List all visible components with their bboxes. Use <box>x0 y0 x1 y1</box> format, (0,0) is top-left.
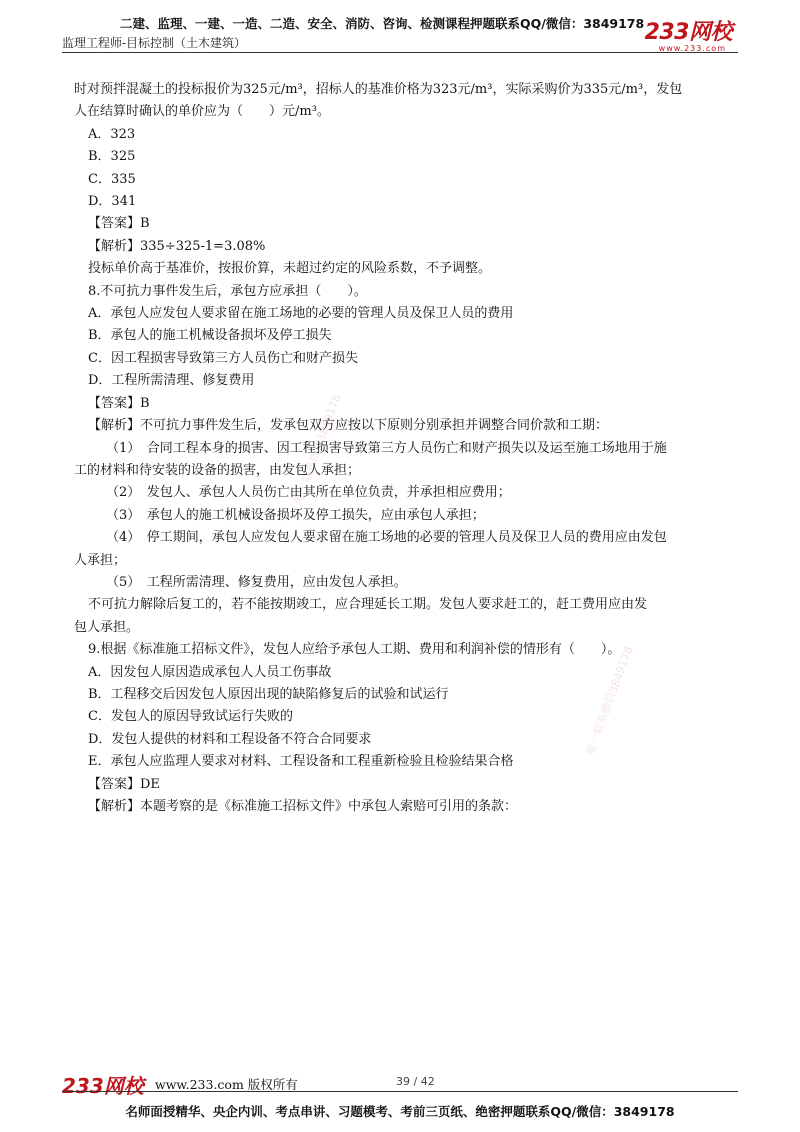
question-stem: 8.不可抗力事件发生后，承包方应承担（ ）。 <box>88 283 367 299</box>
question-stem: 9.根据《标准施工招标文件》，发包人应给予承包人工期、费用和利润补偿的情形有（ ）。 <box>88 642 621 658</box>
watermark: 唯一联系微信3849178 <box>291 392 344 506</box>
question-stem-line: 时对预拌混凝土的投标报价为325元/m³，招标人的基准价格为323元/m³，实际采购价为335元/m³，发包 <box>74 82 683 97</box>
analysis: 【解析】本题考察的是《标准施工招标文件》中承包人索赔可引用的条款： <box>88 799 518 814</box>
analysis-item: （5） 工程所需清理、修复费用，应由发包人承担。 <box>106 574 407 590</box>
analysis: 【解析】不可抗力事件发生后，发承包双方应按以下原则分别承担并调整合同价款和工期： <box>88 418 609 434</box>
analysis-item: （1） 合同工程本身的损害、因工程损害导致第三方人员伤亡和财产损失以及运至施工场地用于施 <box>106 440 667 456</box>
document-subtitle: 监理工程师-目标控制（土木建筑） <box>62 36 247 50</box>
option: B．325 <box>88 149 136 165</box>
footer-divider <box>62 1091 738 1092</box>
option: B．承包人的施工机械设备损坏及停工损失 <box>88 328 332 344</box>
brand-logo: 233网校 <box>644 20 732 45</box>
answer: 【答案】B <box>88 216 150 232</box>
brand-logo-url: www.233.com <box>658 44 726 53</box>
option: D．341 <box>88 194 137 210</box>
question-stem-line: 人在结算时确认的单价应为（ ）元/m³。 <box>74 104 330 120</box>
footer-site-text: www.233.com 版权所有 <box>155 1077 298 1092</box>
footer-brand-logo: 233网校 <box>62 1074 144 1098</box>
analysis-note: 投标单价高于基准价，按报价算，未超过约定的风险系数，不予调整。 <box>88 261 492 277</box>
header-promo-line: 二建、监理、一建、一造、二造、安全、消防、咨询、检测课程押题联系QQ/微信：3849178 <box>120 16 645 31</box>
analysis-item: （3） 承包人的施工机械设备损坏及停工损失，应由承包人承担； <box>106 507 485 523</box>
header-divider <box>62 52 738 53</box>
option: B．工程移交后因发包人原因出现的缺陷修复后的试验和试运行 <box>88 686 449 702</box>
option: D．工程所需清理、修复费用 <box>88 373 255 389</box>
answer: 【答案】DE <box>88 776 160 792</box>
analysis-note-continued: 包人承担。 <box>74 619 140 635</box>
analysis-item: （4） 停工期间，承包人应发包人要求留在施工场地的必要的管理人员及保卫人员的费用应由发包 <box>106 530 667 546</box>
analysis-item-continued: 工的材料和待安装的设备的损害，由发包人承担； <box>74 462 361 478</box>
option: A．承包人应发包人要求留在施工场地的必要的管理人员及保卫人员的费用 <box>88 306 514 322</box>
option: C．335 <box>88 171 136 187</box>
footer-promo-line: 名师面授精华、央企内训、考点串讲、习题模考、考前三页纸、绝密押题联系QQ/微信：3849178 <box>125 1104 675 1119</box>
option: C．发包人的原因导致试运行失败的 <box>88 709 293 725</box>
option: A．因发包人原因造成承包人人员工伤事故 <box>88 664 332 680</box>
analysis: 【解析】335÷325-1=3.08% <box>88 238 266 254</box>
document-body <box>74 79 728 818</box>
answer: 【答案】B <box>88 395 150 411</box>
analysis-item: （2） 发包人、承包人人员伤亡由其所在单位负责，并承担相应费用； <box>106 485 511 501</box>
option: A．323 <box>88 126 136 142</box>
watermark: 唯一联系微信3849178 <box>583 644 636 758</box>
page-number: 39 / 42 <box>396 1075 435 1088</box>
analysis-item-continued: 人承担； <box>74 552 127 568</box>
analysis-note: 不可抗力解除后复工的，若不能按期竣工，应合理延长工期。发包人要求赶工的，赶工费用应由发 <box>88 597 648 613</box>
option: D．发包人提供的材料和工程设备不符合合同要求 <box>88 731 372 747</box>
option: E．承包人应监理人要求对材料、工程设备和工程重新检验且检验结果合格 <box>88 754 514 770</box>
option: C．因工程损害导致第三方人员伤亡和财产损失 <box>88 350 358 366</box>
